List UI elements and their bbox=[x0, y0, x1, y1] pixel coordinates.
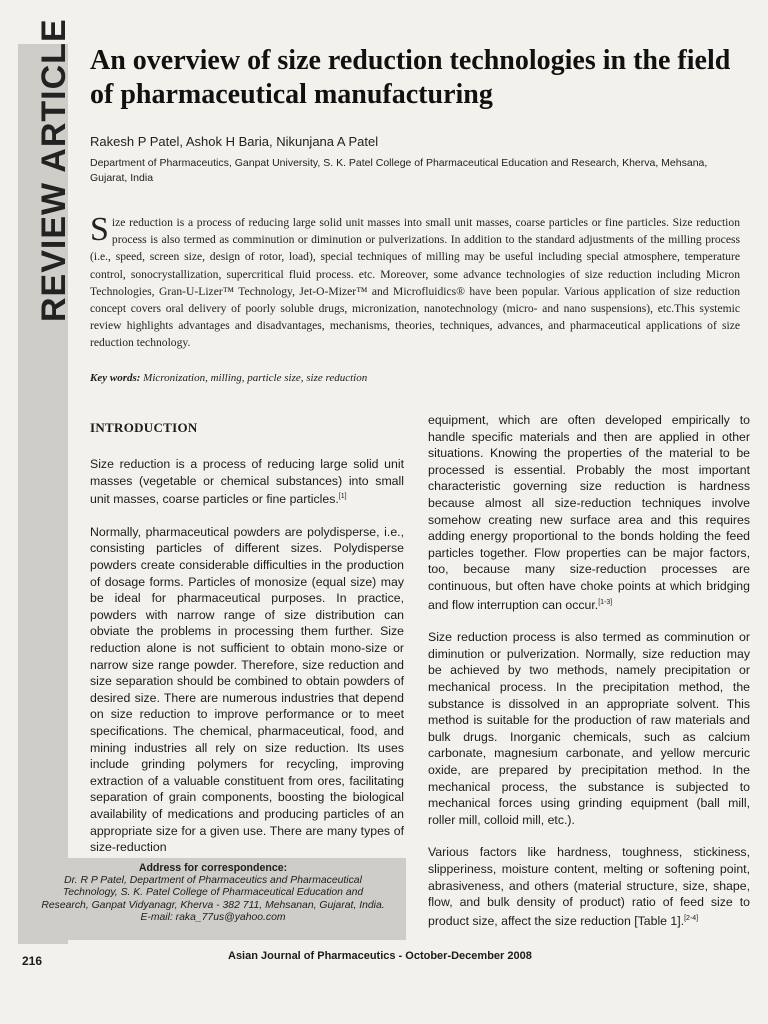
paragraph-text: equipment, which are often developed empirically to handle specific materials and then are applied in other situations. Knowing the properties of the material to be processed is essential. Probably the most important characteristic governing size reduction is hardness because almost all size-reduction techniques involve somehow creating new surface area and this requires adding energy proportional to the bonds holding the feed particles together. Flow properties can be major factors, too, because many size-reduction processes are continuous, but often have choke points at which bridging and flow interruption can occur. bbox=[428, 413, 750, 612]
correspondence-email: E-mail: raka_77us@yahoo.com bbox=[140, 912, 286, 924]
column-right bbox=[428, 412, 750, 945]
citation: [1-3] bbox=[598, 598, 613, 606]
authors: Rakesh P Patel, Ashok H Baria, Nikunjana A Patel bbox=[90, 134, 379, 149]
paragraph bbox=[428, 844, 750, 929]
keywords-text: Micronization, milling, particle size, size reduction bbox=[143, 372, 368, 384]
introduction-heading: INTRODUCTION bbox=[90, 420, 198, 435]
journal-footer: Asian Journal of Pharmaceutics - October-December 2008 bbox=[228, 950, 532, 962]
column-left bbox=[90, 416, 404, 872]
citation: [1] bbox=[338, 493, 347, 501]
article-title: An overview of size reduction technologies in the field of pharmaceutical manufacturing bbox=[90, 45, 731, 110]
paragraph bbox=[90, 456, 404, 508]
keywords bbox=[90, 372, 690, 384]
abstract bbox=[90, 211, 740, 352]
abstract-text: ize reduction is a process of reducing large solid unit masses into small unit masses, coarse particles or fine particles. Size reduction process is also termed as comminution or diminution or pulverizations. In addition to the standard adjustments of the milling process (i.e., speed, screen size, design of rotor, load), special techniques of milling may be useful including special atmosphere, temperature control, sonocrystallization, supercritical fluid process. etc. Moreover, some advance technologies of size reduction including Micron Technologies, Gran-U-Lizer™ Technology, Jet-O-Mizer™ and Microfluidics® have been popular. Various application of size reduction concept covers oral delivery of poorly soluble drugs, micronization, nanotechnology (micro- and nano suspensions), etc.This systemic review highlights advantages and disadvantages, mechanisms, theories, techniques, advances, and pharmaceutical applications of size reduction technology. bbox=[90, 216, 740, 350]
correspondence-line: Research, Ganpat Vidyanagr, Kherva - 382 711, Mehsanan, Gujarat, India. bbox=[41, 899, 385, 911]
correspondence-title: Address for correspondence: bbox=[138, 862, 288, 874]
paragraph: Normally, pharmaceutical powders are polydisperse, i.e., consisting particles of different sizes. Polydisperse powders create considerable difficulties in the production of dosage forms. Particles of monosize (equal size) may be ideal for pharmaceutical purposes. In practice, powders with narrow range of size distribution can obviate the problems in processing them further. Size reduction alone is not sufficient to obtain mono-size or narrow size range powder. Therefore, size reduction and size separation should be combined to obtain powders of desired size. There are numerous industries that depend on size reduction to improve performance or to meet specifications. The chemical, pharmaceutical, food, and mining industries all rely on size reduction. Its uses include grinding polymers for recycling, improving extraction of a valuable constituent from ores, facilitating separation of grain components, boosting the biological availability of medications and producing particles of an appropriate size for a given use. There are many types of size-reduction bbox=[90, 524, 404, 855]
citation: [2-4] bbox=[684, 914, 699, 922]
sidebar-band bbox=[18, 18, 73, 944]
page-number: 216 bbox=[22, 954, 43, 968]
correspondence-box bbox=[20, 858, 406, 940]
correspondence-line: Technology, S. K. Patel College of Pharmaceutical Education and bbox=[62, 887, 364, 899]
abstract-dropcap: S bbox=[90, 211, 109, 248]
keywords-label: Key words: bbox=[90, 372, 141, 384]
paragraph bbox=[428, 412, 750, 613]
review-article-label: REVIEW ARTICLE bbox=[35, 18, 73, 322]
correspondence-line: Dr. R P Patel, Department of Pharmaceutics and Pharmaceutical bbox=[64, 874, 362, 886]
paragraph-text: Various factors like hardness, toughness, stickiness, slipperiness, moisture content, melting or softening point, abrasiveness, and others (material structure, size, shape, flow, and bulk density of product) ratio of feed size to product size, affect the size reduction [Table 1]. bbox=[428, 845, 750, 928]
paragraph-text: Size reduction is a process of reducing large solid unit masses (vegetable or chemical substances) into small unit masses, coarse particles or fine particles. bbox=[90, 457, 404, 507]
affiliation: Department of Pharmaceutics, Ganpat University, S. K. Patel College of Pharmaceutical Education and Research, Kherva, Mehsana, Gujarat, India bbox=[90, 157, 708, 184]
paragraph: Size reduction process is also termed as comminution or diminution or pulverization. Normally, size reduction may be achieved by two methods, namely precipitation or mechanical process. In the precipitation method, the substance is dissolved in an appropriate solvent. This method is suitable for the production of raw materials and bulk drugs. Inorganic chemicals, such as calcium carbonate, magnesium carbonate, and yellow mercuric oxide, are prepared by precipitation method. In the mechanical process, the substance is subjected to mechanical forces using grinding equipment (ball mill, roller mill, colloid mill, etc.). bbox=[428, 630, 750, 827]
